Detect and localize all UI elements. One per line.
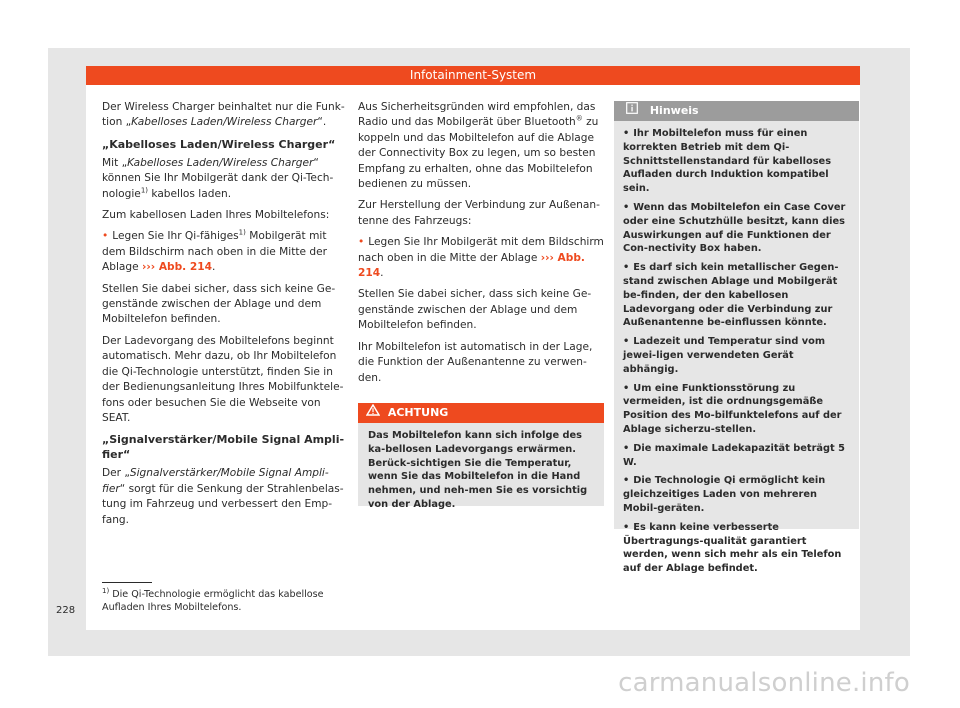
bullet-icon: • <box>623 475 630 487</box>
warning-box <box>358 403 604 510</box>
warning-header <box>358 403 604 423</box>
bullet-icon: • <box>623 382 630 394</box>
bullet-icon: • <box>358 236 365 249</box>
paragraph: Der Ladevorgang des Mobiltelefons beginnt automatisch. Mehr dazu, ob Ihr Mobiltelefon die Qi-Technologie unterstützt, finden Sie in der Bedienungsanleitung Ihres Mobilfunktele-fons oder besuchen Sie die Webseite von SEAT. <box>102 334 344 424</box>
figure-reference-link[interactable]: ››› Abb. 214 <box>142 261 213 274</box>
bullet-item: • Legen Sie Ihr Mobilgerät mit dem Bildschirm nach oben in die Mitte der Ablage ››› Abb. 214. <box>358 236 604 280</box>
note-box <box>614 101 859 575</box>
bullet-item: • Legen Sie Ihr Qi-fähiges$^{1)}$ Mobilgerät mit dem Bildschirm nach oben in die Mitte der Ablage ››› Abb. 214. <box>102 228 328 274</box>
list-item: • Ihr Mobiltelefon muss für einen korrekten Betrieb mit dem Qi-Schnittstellenstandard für kabelloses Aufladen durch Induktion kompatibel sein. <box>623 128 832 195</box>
warning-triangle-icon <box>366 403 380 423</box>
intro-paragraph: Der Wireless Charger beinhaltet nur die Funk-tion „Kabelloses Laden/Wireless Charger“. <box>102 101 345 129</box>
list-item: • Um eine Funktionsstörung zu vermeiden, ist die ordnungsgemäße Position des Mo-bilfunktelefons auf der Ablage sicherzu-stellen. <box>623 382 842 435</box>
note-header <box>614 101 859 121</box>
paragraph: Mit „Kabelloses Laden/Wireless Charger“ können Sie Ihr Mobilgerät dank der Qi-Tech-nologie$^{1)}$ kabellos laden. <box>102 156 334 200</box>
bullet-icon: • <box>623 336 630 348</box>
list-item: • Die Technologie Qi ermöglicht kein gleichzeitiges Laden von mehreren Mobil-geräten. <box>623 475 826 514</box>
list-item: • Wenn das Mobiltelefon ein Case Cover oder eine Schutzhülle besitzt, kann dies Auswirkungen auf die Funktionen der Con-nectivity Box haben. <box>623 201 846 255</box>
list-item: • Es darf sich kein metallischer Gegen-stand zwischen Ablage und Mobilgerät be-finden, der den kabellosen Ladevorgang oder die Verbindung zur Außenantenne be-einflussen könnte. <box>623 262 839 329</box>
warning-text: Das Mobiltelefon kann sich infolge des ka-bellosen Ladevorgangs erwärmen. Berück-sichtigen Sie die Temperatur, wenn Sie das Mobiltelefon in die Hand nehmen, und neh-men Sie es vorsichtig von der Ablage. <box>368 430 588 510</box>
warning-title: ACHTUNG <box>387 406 449 419</box>
bullet-icon: • <box>623 201 630 213</box>
bullet-icon: • <box>623 521 630 533</box>
bullet-icon: • <box>102 230 109 243</box>
paragraph: Der „Signalverstärker/Mobile Signal Ampli-fier“ sorgt für die Senkung der Strahlenbelas-tung im Fahrzeug und verbessert den Emp-fang. <box>102 467 344 526</box>
text-column-left <box>102 100 348 534</box>
watermark: carmanualsonline.info <box>618 668 910 698</box>
bullet-icon: • <box>623 262 630 274</box>
paragraph: Zur Herstellung der Verbindung zur Außenan-tenne des Fahrzeugs: <box>358 199 600 227</box>
list-item: • Es kann keine verbesserte Übertragungs-qualität garantiert werden, wenn sich mehr als ein Telefon auf der Ablage befindet. <box>623 521 842 575</box>
list-item: • Die maximale Ladekapazität beträgt 5 W. <box>623 442 845 468</box>
paragraph: Stellen Sie dabei sicher, dass sich keine Ge-genstände zwischen der Ablage und dem Mobiltelefon befinden. <box>102 282 336 326</box>
paragraph: Stellen Sie dabei sicher, dass sich keine Ge-genstände zwischen der Ablage und dem Mobiltelefon befinden. <box>358 288 592 332</box>
footnote-divider <box>102 582 152 583</box>
section-header: Infotainment-System <box>86 66 860 85</box>
figure-reference-link[interactable]: ››› Abb. 214 <box>358 251 585 280</box>
info-square-icon <box>626 101 638 121</box>
paragraph: Zum kabellosen Laden Ihres Mobiltelefons: <box>102 209 330 222</box>
note-title: Hinweis <box>649 104 699 117</box>
page-number: 228 <box>56 605 76 616</box>
note-list <box>614 121 859 585</box>
bullet-icon: • <box>623 128 630 139</box>
bullet-icon: • <box>623 442 630 454</box>
list-item: • Ladezeit und Temperatur sind vom jewei-ligen verwendeten Gerät abhängig. <box>623 336 826 375</box>
paragraph: Ihr Mobiltelefon ist automatisch in der Lage, die Funktion der Außenantenne zu verwen-den. <box>358 340 593 384</box>
heading-signal-amplifier: „Signalverstärker/Mobile Signal Ampli-fier“ <box>102 433 345 462</box>
paragraph: Aus Sicherheitsgründen wird empfohlen, das Radio und das Mobilgerät über Bluetooth® zu koppeln und das Mobiltelefon auf die Ablage der Connectivity Box zu legen, um so besten Empfang zu erhalten, ohne das Mobiltelefon bedienen zu müssen. <box>358 101 599 191</box>
text-column-middle <box>358 100 604 392</box>
heading-wireless-charger: „Kabelloses Laden/Wireless Charger“ <box>102 137 336 151</box>
footnote: $^{1)}$ Die Qi-Technologie ermöglicht das kabellose Aufladen Ihres Mobiltelefons. <box>102 586 324 613</box>
